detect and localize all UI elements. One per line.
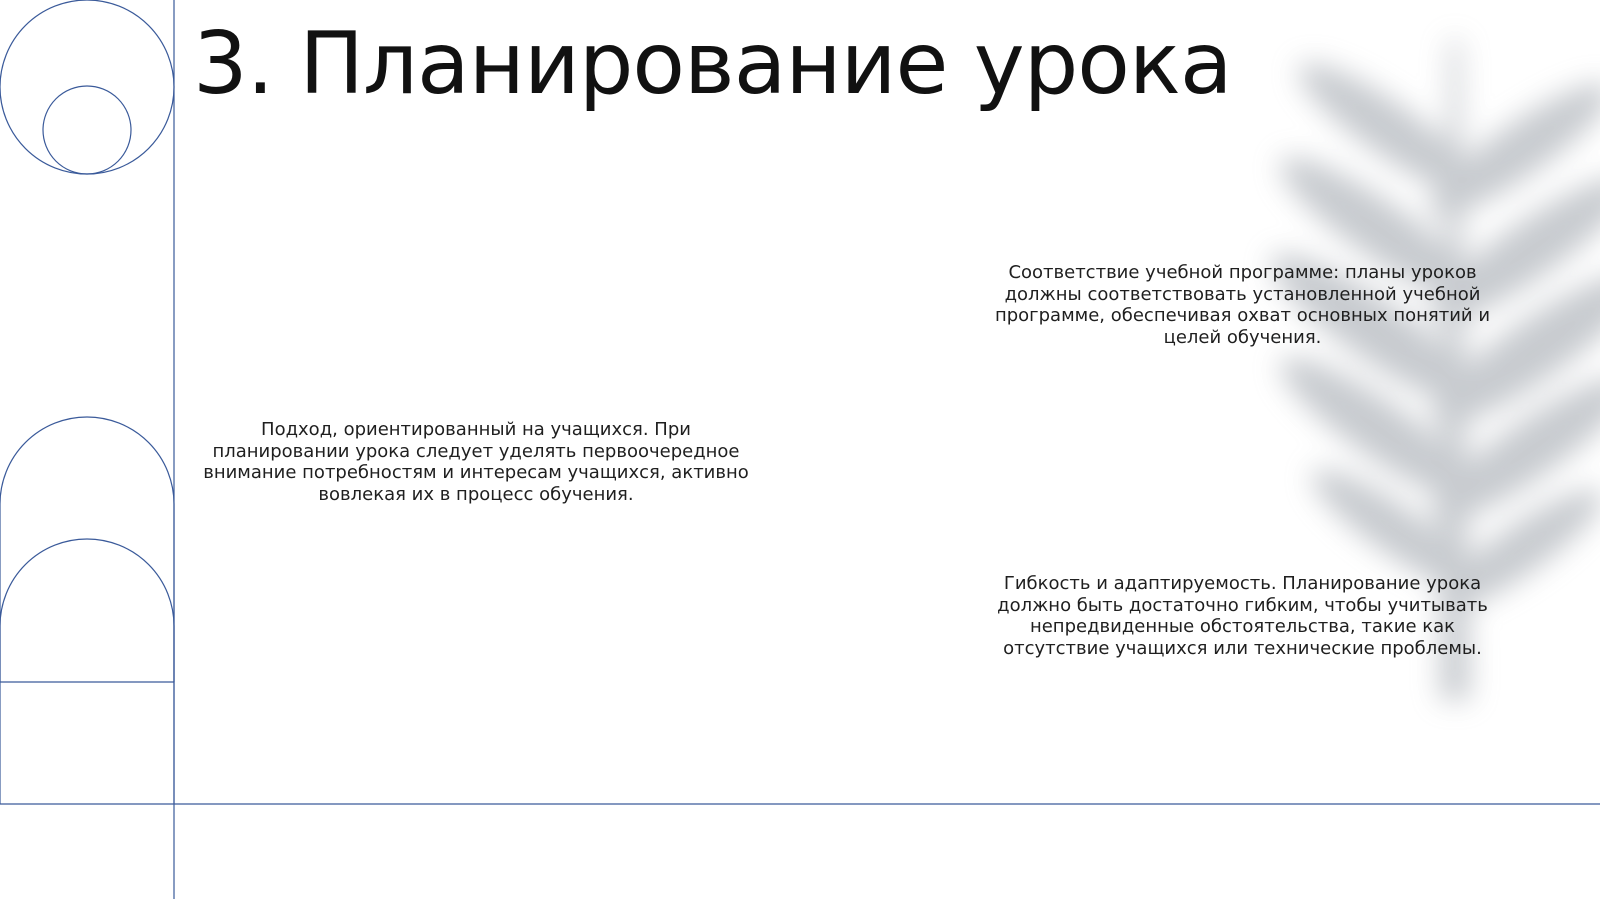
slide-title: 3. Планирование урока (193, 14, 1232, 114)
small-circle (43, 86, 131, 174)
large-circle (0, 0, 174, 174)
lower-arch (0, 539, 174, 682)
point-student-centered: Подход, ориентированный на учащихся. При планировании урока следует уделять первоочередное внимание потребностям и интересам учащихся, активно вовлекая их в процесс обучения. (203, 419, 749, 505)
point-flexibility: Гибкость и адаптируемость. Планирование урока должно быть достаточно гибким, чтобы учитывать непредвиденные обстоятельства, такие как отсутствие учащихся или технические проблемы. (997, 573, 1488, 659)
point-curriculum-alignment: Соответствие учебной программе: планы уроков должны соответствовать установленной учебной программе, обеспечивая охват основных понятий и целей обучения. (994, 262, 1491, 348)
upper-arch (0, 417, 174, 804)
